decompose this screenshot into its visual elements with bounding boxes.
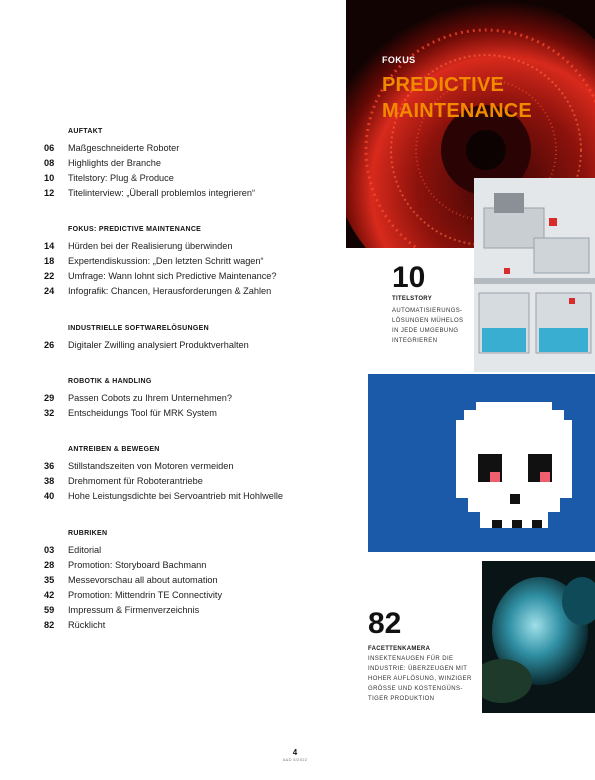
- page-number: 32: [44, 408, 55, 418]
- titelstory-teaser[interactable]: [392, 262, 482, 346]
- pixel-skull-icon: [368, 374, 595, 552]
- toc-entry[interactable]: [44, 186, 344, 201]
- section-heading: ANTREIBEN & BEWEGEN: [68, 446, 160, 453]
- facettenkamera-teaser[interactable]: [368, 608, 488, 704]
- toc-entry[interactable]: [44, 141, 344, 156]
- entry-title: Passen Cobots zu Ihrem Unternehmen?: [68, 393, 232, 403]
- entry-title: Expertendiskussion: „Den letzten Schritt wagen“: [68, 256, 264, 266]
- section-heading: INDUSTRIELLE SOFTWARELÖSUNGEN: [68, 325, 209, 332]
- section-heading: FOKUS: PREDICTIVE MAINTENANCE: [68, 226, 202, 233]
- page-number: 18: [44, 256, 55, 266]
- camera-desc-line: GRÖSSE UND KOSTENGÜNS-: [368, 686, 463, 692]
- toc-entry[interactable]: [44, 171, 344, 186]
- toc-entry[interactable]: [44, 474, 344, 489]
- toc-entry[interactable]: [44, 603, 344, 618]
- page-number: 12: [44, 188, 55, 198]
- page-number: 08: [44, 158, 55, 168]
- page-number: 26: [44, 340, 55, 350]
- entry-title: Umfrage: Wann lohnt sich Predictive Maintenance?: [68, 271, 277, 281]
- toc-entry[interactable]: [44, 573, 344, 588]
- section-heading: RUBRIKEN: [68, 530, 108, 537]
- page-number: 22: [44, 271, 55, 281]
- page-number: 36: [44, 461, 55, 471]
- entry-title: Entscheidungs Tool für MRK System: [68, 408, 217, 418]
- page-number: 38: [44, 476, 55, 486]
- hero-title: [382, 72, 532, 124]
- toc-entry[interactable]: [44, 284, 344, 299]
- page-number: 14: [44, 241, 55, 251]
- page-number: 28: [44, 560, 55, 570]
- table-of-contents: [44, 128, 344, 651]
- toc-entry[interactable]: [44, 156, 344, 171]
- toc-section-software: [44, 325, 344, 353]
- entry-title: Rücklicht: [68, 620, 106, 630]
- toc-section-antreiben: [44, 446, 344, 504]
- toc-entry[interactable]: [44, 338, 344, 353]
- camera-label: FACETTENKAMERA: [368, 646, 431, 652]
- entry-title: Messevorschau all about automation: [68, 575, 218, 585]
- entry-title: Highlights der Branche: [68, 158, 161, 168]
- toc-entry[interactable]: [44, 489, 344, 504]
- page-number: 59: [44, 605, 55, 615]
- toc-entry[interactable]: [44, 459, 344, 474]
- toc-section-rubriken: [44, 530, 344, 633]
- entry-title: Editorial: [68, 545, 102, 555]
- page-footer: [270, 748, 320, 762]
- insect-eye-illustration: [482, 561, 595, 713]
- automation-line-illustration: [474, 178, 595, 372]
- story-page-number: 10: [392, 261, 426, 294]
- toc-entry[interactable]: [44, 588, 344, 603]
- hero-title-line2: MAINTENANCE: [382, 100, 532, 122]
- hero-kicker: FOKUS: [382, 55, 416, 65]
- toc-entry[interactable]: [44, 543, 344, 558]
- toc-entry[interactable]: [44, 406, 344, 421]
- page-number: 06: [44, 143, 55, 153]
- entry-title: Stillstandszeiten von Motoren vermeiden: [68, 461, 234, 471]
- page-number: 24: [44, 286, 55, 296]
- story-desc-line: IN JEDE UMGEBUNG: [392, 328, 459, 334]
- entry-title: Promotion: Mittendrin TE Connectivity: [68, 590, 223, 600]
- toc-entry[interactable]: [44, 254, 344, 269]
- section-heading: AUFTAKT: [68, 128, 103, 135]
- toc-section-auftakt: [44, 128, 344, 201]
- page-number: 10: [44, 173, 55, 183]
- footer-page-number: 4: [292, 748, 298, 757]
- camera-desc-line: INDUSTRIE: ÜBERZEUGEN MIT: [368, 666, 468, 672]
- entry-title: Hohe Leistungsdichte bei Servoantrieb mit Hohlwelle: [68, 491, 284, 501]
- page-number: 82: [44, 620, 55, 630]
- toc-entry[interactable]: [44, 269, 344, 284]
- camera-page-number: 82: [368, 607, 402, 640]
- camera-description: [368, 654, 488, 704]
- story-desc-line: LÖSUNGEN MÜHELOS: [392, 318, 464, 324]
- entry-title: Titelstory: Plug & Produce: [68, 173, 174, 183]
- automation-photo[interactable]: [474, 178, 595, 372]
- toc-entry[interactable]: [44, 391, 344, 406]
- toc-entry[interactable]: [44, 239, 344, 254]
- page-number: 03: [44, 545, 55, 555]
- story-desc-line: INTEGRIEREN: [392, 338, 438, 344]
- entry-title: Digitaler Zwilling analysiert Produktverhalten: [68, 340, 249, 350]
- toc-entry[interactable]: [44, 618, 344, 633]
- entry-title: Hürden bei der Realisierung überwinden: [68, 241, 233, 251]
- page-number: 29: [44, 393, 55, 403]
- entry-title: Titelinterview: „Überall problemlos integrieren“: [68, 188, 256, 198]
- camera-desc-line: INSEKTENAUGEN FÜR DIE: [368, 656, 454, 662]
- toc-entry[interactable]: [44, 558, 344, 573]
- footer-issue: A&D 5/2022: [282, 757, 308, 762]
- entry-title: Infografik: Chancen, Herausforderungen & Zahlen: [68, 286, 272, 296]
- toc-section-robotik: [44, 378, 344, 421]
- page-number: 42: [44, 590, 55, 600]
- story-desc-line: AUTOMATISIERUNGS-: [392, 308, 463, 314]
- entry-title: Drehmoment für Roboterantriebe: [68, 476, 203, 486]
- entry-title: Promotion: Storyboard Bachmann: [68, 560, 207, 570]
- skull-illustration-panel[interactable]: [368, 374, 595, 552]
- section-heading: ROBOTIK & HANDLING: [68, 378, 152, 385]
- toc-section-fokus: [44, 226, 344, 299]
- page-number: 40: [44, 491, 55, 501]
- entry-title: Impressum & Firmenverzeichnis: [68, 605, 200, 615]
- insect-eye-photo[interactable]: [482, 561, 595, 713]
- page-number: 35: [44, 575, 55, 585]
- story-description: [392, 306, 482, 346]
- story-label: TITELSTORY: [392, 296, 433, 302]
- camera-desc-line: TIGER PRODUKTION: [368, 696, 435, 702]
- hero-title-line1: PREDICTIVE: [382, 74, 505, 96]
- entry-title: Maßgeschneiderte Roboter: [68, 143, 180, 153]
- camera-desc-line: HOHER AUFLÖSUNG, WINZIGER: [368, 676, 472, 682]
